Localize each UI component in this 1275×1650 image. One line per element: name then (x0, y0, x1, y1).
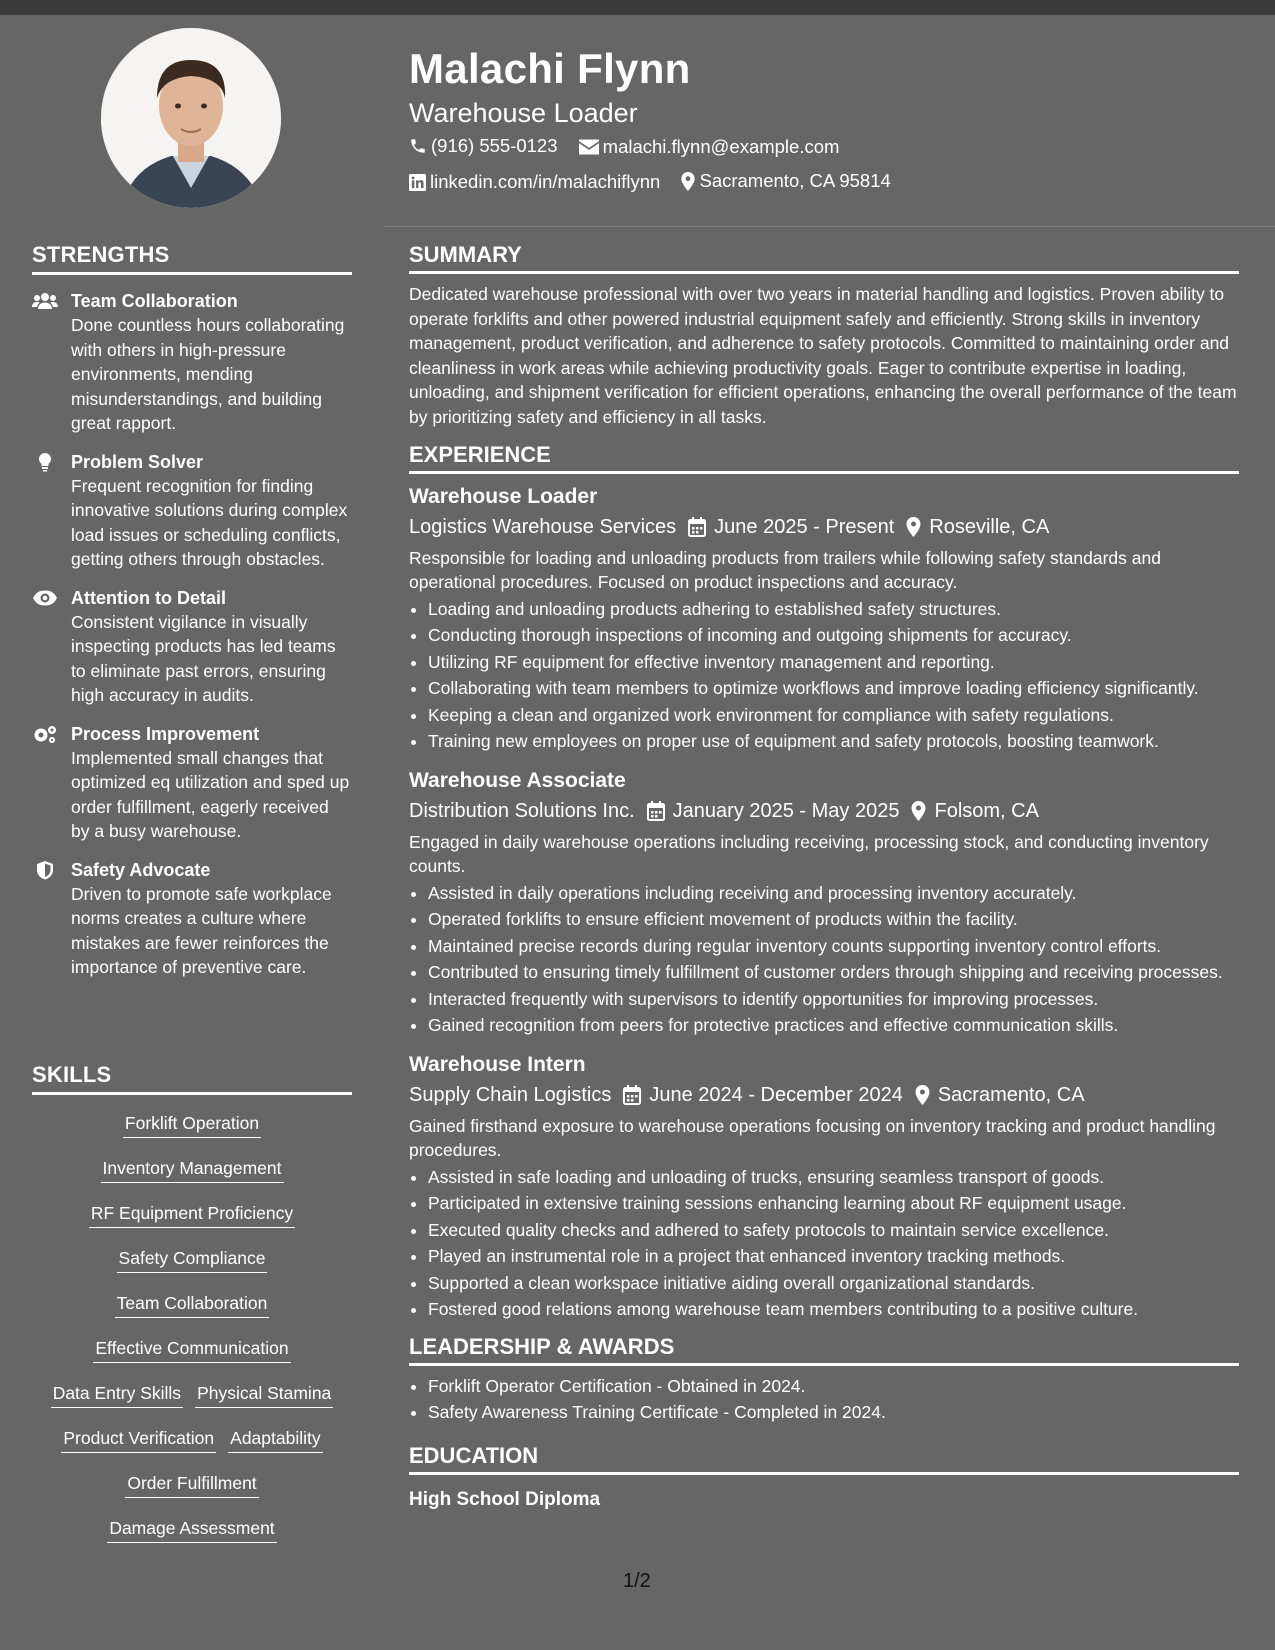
strength-item (32, 289, 352, 436)
header-divider (384, 226, 1275, 227)
job-bullet: • Supported a clean workspace initiative aiding overall organizational standards. (428, 1271, 1239, 1296)
strength-item (32, 722, 352, 844)
job-meta (409, 1080, 1239, 1110)
experience-heading: EXPERIENCE (409, 442, 1239, 474)
skill-tag: Data Entry Skills (51, 1379, 183, 1408)
candidate-name: Malachi Flynn (409, 45, 691, 92)
skills-section (32, 1062, 352, 1545)
email-text: malachi.flynn@example.com (602, 136, 840, 157)
job-bullet: • Contributed to ensuring timely fulfillment of customer orders through shipping and receiving processes. (428, 960, 1239, 985)
job-bullet: • Utilizing RF equipment for effective inventory management and reporting. (428, 650, 1239, 675)
job-bullets (409, 881, 1239, 1038)
job-bullet: • Interacted frequently with supervisors to identify opportunities for improving processes. (428, 987, 1239, 1012)
skill-tag: Damage Assessment (107, 1514, 276, 1543)
skills-heading: SKILLS (32, 1062, 352, 1095)
linkedin-icon (409, 174, 426, 191)
job-bullet: • Training new employees on proper use of equipment and safety protocols, boosting teamwork. (428, 729, 1239, 754)
linkedin-contact[interactable] (409, 166, 660, 198)
job-bullet: • Conducting thorough inspections of incoming and outgoing shipments for accuracy. (428, 623, 1239, 648)
job-bullet: • Assisted in daily operations including receiving and processing inventory accurately. (428, 881, 1239, 906)
job-title: Warehouse Loader (409, 484, 598, 508)
skill-tag: Product Verification (61, 1424, 216, 1453)
skill-row (32, 1514, 352, 1545)
job-location: Folsom, CA (934, 799, 1039, 822)
job-bullet: • Keeping a clean and organized work environment for compliance with safety regulations. (428, 703, 1239, 728)
skill-tag: Order Fulfillment (125, 1469, 258, 1498)
strength-item (32, 586, 352, 708)
job-bullet: • Operated forklifts to ensure efficient movement of products within the facility. (428, 907, 1239, 932)
job-dates: June 2025 - Present (714, 515, 895, 538)
job-bullet: • Gained recognition from peers for protective practices and effective communication skills. (428, 1013, 1239, 1038)
strengths-section (32, 242, 352, 980)
strength-desc: Frequent recognition for finding innovative solutions during complex load issues or scheduling conflicts, getting others through obstacles. (71, 475, 348, 569)
map-pin-icon (906, 517, 921, 537)
job-bullet: • Played an instrumental role in a project that enhanced inventory tracking methods. (428, 1244, 1239, 1269)
top-bar (0, 0, 1275, 15)
strength-item (32, 858, 352, 980)
strength-item (32, 450, 352, 572)
job-dates: January 2025 - May 2025 (672, 799, 900, 822)
job-bullet: • Loading and unloading products adhering to established safety structures. (428, 597, 1239, 622)
job-entry (409, 766, 1239, 1038)
skill-tag: Inventory Management (101, 1154, 284, 1183)
profile-photo (101, 28, 281, 208)
job-company: Supply Chain Logistics (409, 1083, 612, 1106)
job-bullets (409, 597, 1239, 754)
email-contact[interactable] (579, 131, 840, 163)
skill-tag: Adaptability (228, 1424, 322, 1453)
skill-row (32, 1109, 352, 1140)
strength-desc: Done countless hours collaborating with others in high-pressure environments, mending misunderstandings, and building great rapport. (71, 315, 345, 433)
calendar-icon (623, 1085, 641, 1105)
job-bullets (409, 1165, 1239, 1322)
strength-title: Team Collaboration (71, 291, 238, 311)
job-title: Warehouse Associate (409, 768, 626, 792)
main-content (409, 242, 1239, 1515)
job-location: Roseville, CA (929, 515, 1050, 538)
job-bullet: • Collaborating with team members to optimize workflows and improve loading efficiency significantly. (428, 676, 1239, 701)
job-entry (409, 482, 1239, 754)
skill-row (32, 1289, 352, 1320)
strength-title: Safety Advocate (71, 859, 211, 880)
awards-list (409, 1374, 1239, 1425)
job-meta (409, 796, 1239, 826)
phone-text: (916) 555-0123 (431, 135, 558, 156)
job-description: Responsible for loading and unloading products from trailers while following safety standards and operational procedures. Focused on product inspections and accuracy. (409, 547, 1161, 593)
candidate-title: Warehouse Loader (409, 98, 638, 128)
award-item: • Forklift Operator Certification - Obtained in 2024. (428, 1374, 1239, 1399)
map-pin-icon (681, 172, 695, 191)
phone-contact[interactable] (409, 130, 558, 162)
skill-row (32, 1334, 352, 1365)
awards-heading: LEADERSHIP & AWARDS (409, 1334, 1239, 1366)
skill-row (32, 1154, 352, 1185)
resume-header (409, 40, 1249, 201)
location-text: Sacramento, CA 95814 (699, 170, 891, 191)
skill-tag: Forklift Operation (123, 1109, 261, 1138)
education-heading: EDUCATION (409, 1443, 1239, 1475)
skill-tag: Effective Communication (93, 1334, 290, 1363)
strength-title: Process Improvement (71, 723, 260, 744)
page-number: 1/2 (623, 1570, 651, 1592)
strength-title: Attention to Detail (71, 587, 226, 608)
map-pin-icon (911, 801, 926, 821)
job-bullet: • Assisted in safe loading and unloading of trucks, ensuring seamless transport of goods. (428, 1165, 1239, 1190)
job-dates: June 2024 - December 2024 (649, 1083, 903, 1106)
users-icon (32, 291, 58, 311)
job-description: Gained firsthand exposure to warehouse operations focusing on inventory tracking and product handling procedures. (409, 1115, 1216, 1161)
calendar-icon (688, 517, 706, 537)
job-entry (409, 1050, 1239, 1322)
strengths-heading: STRENGTHS (32, 242, 352, 275)
skill-row (32, 1469, 352, 1500)
gears-icon (32, 724, 58, 744)
eye-icon (32, 588, 58, 608)
contact-line-2 (409, 165, 1249, 201)
skill-row (32, 1424, 352, 1455)
summary-text: Dedicated warehouse professional with over two years in material handling and logistics. Proven ability to operate forklifts and other powered industrial equipment safely and efficiently. Strong skills in inventory management, product verification, and adherence to safety protocols. Committed to maintaining order and cleanliness in work areas while achieving productivity goals. Eager to contribute expertise in loading, unloading, and shipment verification for efficient operations, enhancing the overall performance of the team by prioritizing safety and efficiency in all tasks. (409, 284, 1237, 427)
skill-row (32, 1379, 352, 1410)
job-bullet: • Maintained precise records during regular inventory counts supporting inventory control efforts. (428, 934, 1239, 959)
award-item: • Safety Awareness Training Certificate - Completed in 2024. (428, 1400, 1239, 1425)
skill-row (32, 1244, 352, 1275)
lightbulb-icon (32, 452, 58, 472)
skill-tag: Physical Stamina (195, 1379, 333, 1408)
strength-desc: Consistent vigilance in visually inspecting products has led teams to eliminate past errors, ensuring high accuracy in audits. (71, 611, 336, 705)
strength-title: Problem Solver (71, 451, 204, 472)
strength-desc: Implemented small changes that optimized eq utilization and sped up order fulfillment, eagerly received by a busy warehouse. (71, 747, 350, 841)
summary-heading: SUMMARY (409, 242, 1239, 274)
job-description: Engaged in daily warehouse operations including receiving, processing stock, and conducting inventory counts. (409, 831, 1209, 877)
calendar-icon (647, 801, 665, 821)
map-pin-icon (915, 1085, 930, 1105)
skill-tag: Safety Compliance (117, 1244, 268, 1273)
person-portrait-icon (101, 28, 281, 208)
skill-tag: Team Collaboration (115, 1289, 270, 1318)
education-degree: High School Diploma (409, 1488, 601, 1510)
job-title: Warehouse Intern (409, 1052, 586, 1076)
job-bullet: • Executed quality checks and adhered to safety protocols to maintain service excellence. (428, 1218, 1239, 1243)
job-location: Sacramento, CA (937, 1083, 1085, 1106)
job-bullet: • Participated in extensive training sessions enhancing learning about RF equipment usage. (428, 1191, 1239, 1216)
job-bullet: • Fostered good relations among warehouse team members contributing to a positive culture. (428, 1297, 1239, 1322)
linkedin-text: linkedin.com/in/malachiflynn (430, 171, 661, 192)
contact-line-1 (409, 130, 1249, 165)
strength-desc: Driven to promote safe workplace norms creates a culture where mistakes are fewer reinforces the importance of preventive care. (71, 883, 332, 977)
shield-icon (32, 860, 58, 880)
job-meta (409, 512, 1239, 542)
envelope-icon (579, 139, 599, 155)
skill-row (32, 1199, 352, 1230)
skill-tag: RF Equipment Proficiency (89, 1199, 295, 1228)
phone-icon (409, 137, 427, 155)
job-company: Distribution Solutions Inc. (409, 799, 635, 822)
location-contact (681, 165, 890, 197)
job-company: Logistics Warehouse Services (409, 515, 677, 538)
